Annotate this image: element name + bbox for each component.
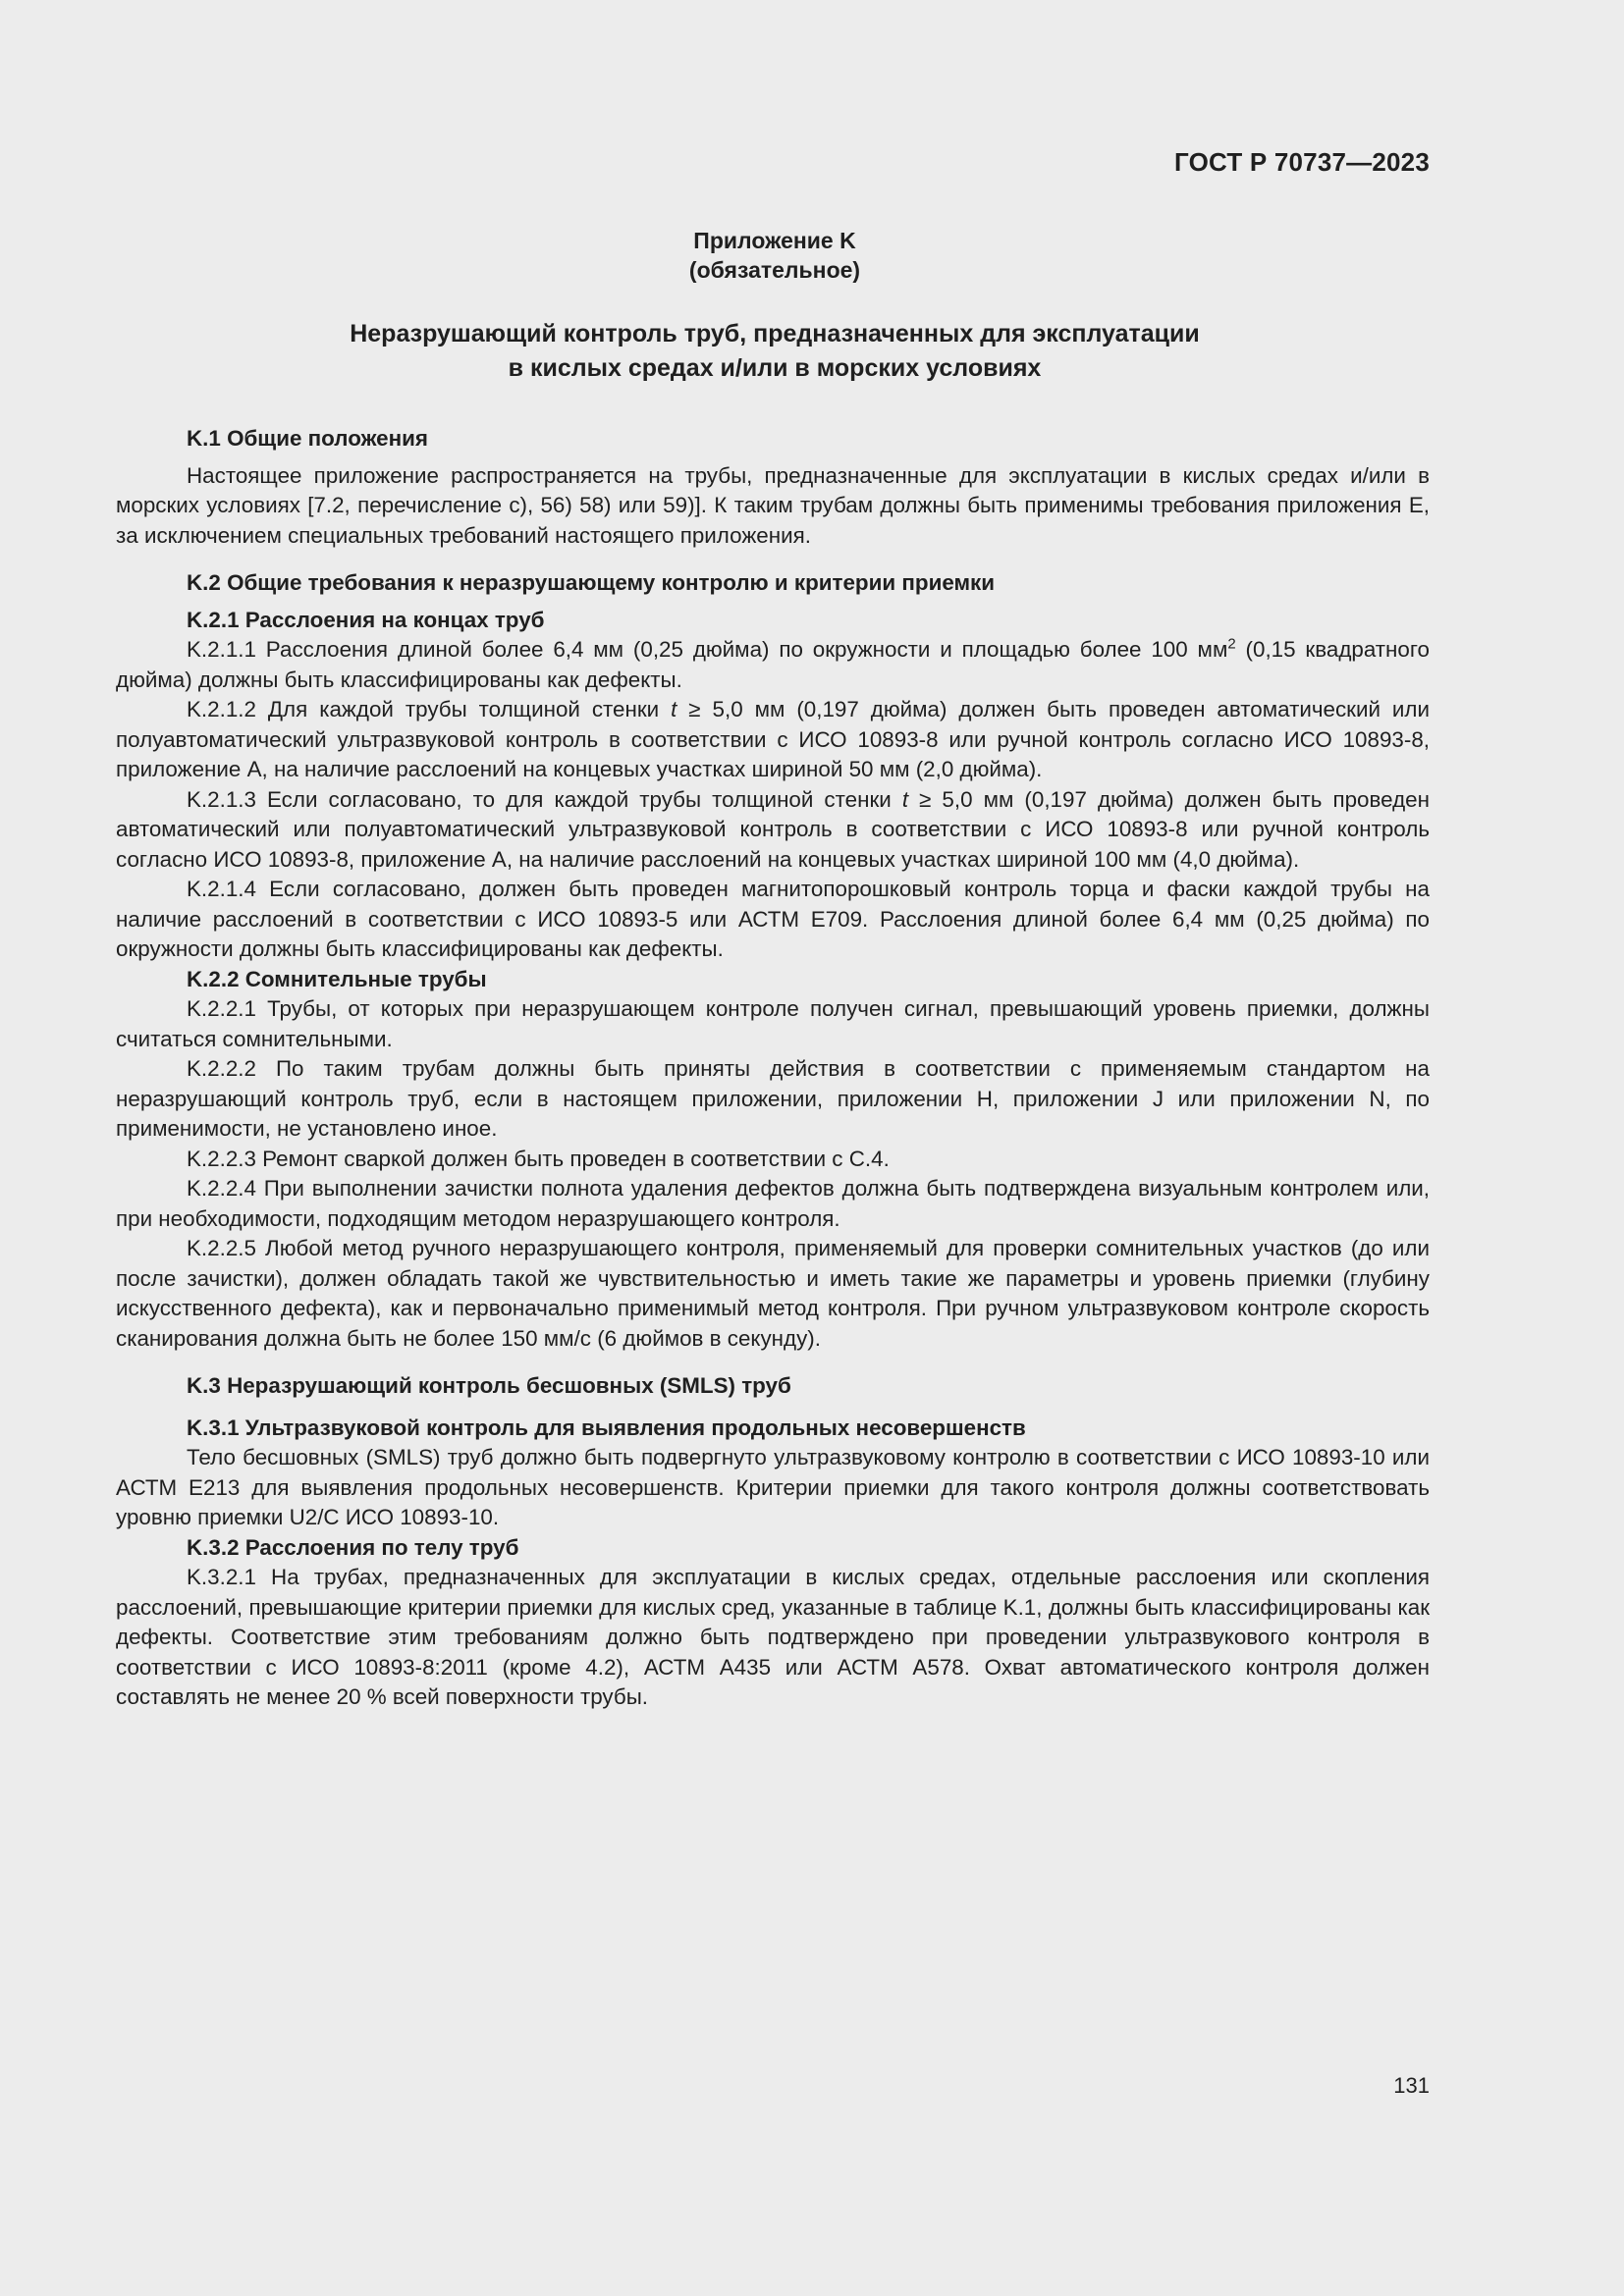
paragraph-k213-text-b: ≥ 5,0 мм (0,197 дюйма) должен быть проведен автоматический или полуавтоматический ультразвуковой контроль в соответствии с ИСО 10893-8 или ручной контроль согласно ИСО 10893-8, приложение А, на наличие расслоений на концевых участках шириной 100 мм (4,0 дюйма). (116, 786, 1430, 872)
paragraph-k211-text-a: K.2.1.1 Расслоения длиной более 6,4 мм (0,25 дюйма) по окружности и площадью более 100 мм (187, 637, 1228, 662)
paragraph-k212 (116, 695, 1430, 785)
paragraph-k321: K.3.2.1 На трубах, предназначенных для эксплуатации в кислых средах, отдельные расслоения или скопления расслоений, превышающие критерии приемки для кислых сред, указанные в таблице K.1, должны быть классифицированы как дефекты. Соответствие этим требованиям должно быть подтверждено при проведении ультразвукового контроля в соответствии с ИСО 10893-8:2011 (кроме 4.2), АСТМ А435 или АСТМ А578. Охват автоматического контроля должен составлять не менее 20 % всей поверхности трубы. (116, 1565, 1430, 1709)
paragraph-k223: K.2.2.3 Ремонт сваркой должен быть проведен в соответствии с С.4. (187, 1146, 890, 1171)
superscript-2: 2 (1227, 635, 1236, 653)
appendix-heading (0, 226, 1549, 285)
page-number: 131 (1393, 2073, 1430, 2098)
subsection-heading-k21: K.2.1 Расслоения на концах труб (187, 607, 545, 632)
standard-code-header: ГОСТ Р 70737—2023 (1174, 147, 1430, 177)
subsection-heading-k31: K.3.1 Ультразвуковой контроль для выявления продольных несовершенств (187, 1415, 1026, 1440)
appendix-title-line-1: Неразрушающий контроль труб, предназначенных для эксплуатации (350, 320, 1200, 347)
paragraph-k212-text-b: ≥ 5,0 мм (0,197 дюйма) должен быть проведен автоматический или полуавтоматический ультразвуковой контроль в соответствии с ИСО 10893-8 или ручной контроль согласно ИСО 10893-8, приложение А, на наличие расслоений на концевых участках шириной 50 мм (2,0 дюйма). (116, 697, 1430, 781)
section-heading-k3: K.3 Неразрушающий контроль бесшовных (SMLS) труб (187, 1373, 791, 1398)
paragraph-k211 (116, 635, 1430, 695)
paragraph-k1: Настоящее приложение распространяется на трубы, предназначенные для эксплуатации в кислых средах и/или в морских условиях [7.2, перечисление с), 56) 58) или 59)]. К таким трубам должны быть применимы требования приложения Е, за исключением специальных требований настоящего приложения. (116, 462, 1430, 548)
appendix-label: Приложение K (693, 228, 856, 253)
paragraph-k221: K.2.2.1 Трубы, от которых при неразрушающем контроле получен сигнал, превышающий уровень приемки, должны считаться сомнительными. (116, 996, 1430, 1051)
paragraph-k225: K.2.2.5 Любой метод ручного неразрушающего контроля, применяемый для проверки сомнительных участков (до или после зачистки), должен обладать такой же чувствительностью и иметь такие же параметры и уровень приемки (глубину искусственного дефекта), как и первоначально применимый метод контроля. При ручном ультразвуковом контроле скорость сканирования должна быть не более 150 мм/с (6 дюймов в секунду). (116, 1236, 1430, 1351)
paragraph-k222: K.2.2.2 По таким трубам должны быть приняты действия в соответствии с применяемым стандартом на неразрушающий контроль труб, если в настоящем приложении, приложении Н, приложении J или приложении N, по применимости, не установлено иное. (116, 1056, 1430, 1141)
variable-t: t (671, 697, 677, 721)
section-heading-k2: K.2 Общие требования к неразрушающему контролю и критерии приемки (187, 570, 996, 595)
paragraph-k224: K.2.2.4 При выполнении зачистки полнота удаления дефектов должна быть подтверждена визуальным контролем или, при необходимости, подходящим методом неразрушающего контроля. (116, 1176, 1430, 1231)
document-body (116, 424, 1430, 1713)
paragraph-k31: Тело бесшовных (SMLS) труб должно быть подвергнуто ультразвуковому контролю в соответствии с ИСО 10893-10 или АСТМ Е213 для выявления продольных несовершенств. Критерии приемки для такого контроля должны соответствовать уровню приемки U2/C ИСО 10893-10. (116, 1445, 1430, 1529)
appendix-status: (обязательное) (688, 257, 861, 283)
subsection-heading-k22: K.2.2 Сомнительные трубы (187, 966, 487, 991)
appendix-title (0, 317, 1549, 386)
appendix-title-line-2: в кислых средах и/или в морских условиях (508, 354, 1042, 382)
paragraph-k212-text-a: K.2.1.2 Для каждой трубы толщиной стенки (187, 697, 672, 721)
paragraph-k211-text-b: (0,15 квадратного дюйма) должны быть классифицированы как дефекты. (116, 637, 1431, 692)
section-heading-k1: K.1 Общие положения (187, 426, 428, 451)
subsection-heading-k32: K.3.2 Расслоения по телу труб (187, 1534, 519, 1560)
paragraph-k213-text-a: K.2.1.3 Если согласовано, то для каждой трубы толщиной стенки (187, 786, 902, 812)
paragraph-k214: K.2.1.4 Если согласовано, должен быть проведен магнитопорошковый контроль торца и фаски каждой трубы на наличие расслоений в соответствии с ИСО 10893-5 или АСТМ Е709. Расслоения длиной более 6,4 мм (0,25 дюйма) по окружности должны быть классифицированы как дефекты. (116, 877, 1430, 961)
paragraph-k213 (116, 785, 1430, 876)
variable-t: t (901, 786, 909, 812)
